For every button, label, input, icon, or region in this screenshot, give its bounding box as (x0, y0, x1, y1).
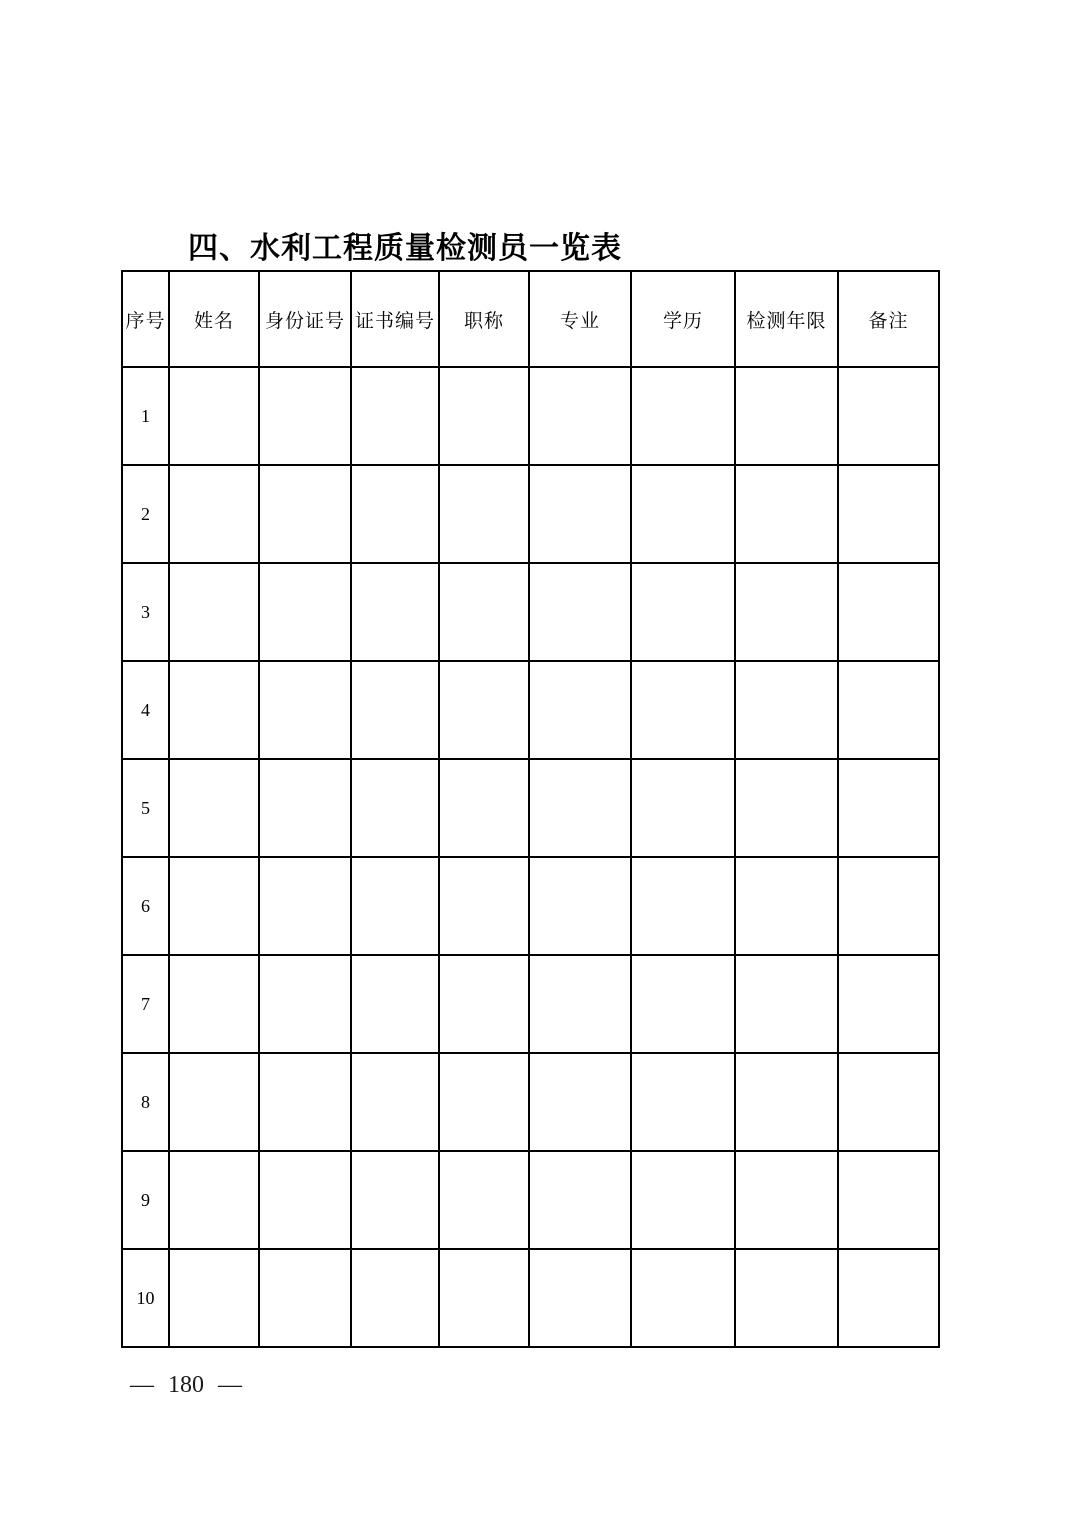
table-cell (838, 661, 939, 759)
table-cell (439, 465, 529, 563)
table-cell (529, 367, 631, 465)
table-cell (735, 1249, 838, 1347)
table-cell (169, 1053, 259, 1151)
table-cell (351, 465, 439, 563)
header-cell-name: 姓名 (169, 271, 259, 367)
table-cell (735, 661, 838, 759)
inspector-roster-table (121, 270, 940, 1348)
table-cell (631, 367, 735, 465)
row-number-cell: 7 (122, 955, 169, 1053)
table-cell (631, 1249, 735, 1347)
row-number-cell: 6 (122, 857, 169, 955)
table-cell (529, 1249, 631, 1347)
table-cell (351, 563, 439, 661)
table-cell (529, 465, 631, 563)
table-cell (838, 367, 939, 465)
table-cell (259, 857, 351, 955)
table-cell (439, 857, 529, 955)
header-cell-id-number: 身份证号 (259, 271, 351, 367)
table-cell (529, 1151, 631, 1249)
table-cell (838, 1151, 939, 1249)
table-cell (169, 661, 259, 759)
table-cell (351, 955, 439, 1053)
row-number-cell: 9 (122, 1151, 169, 1249)
table-cell (169, 465, 259, 563)
table-cell (529, 759, 631, 857)
table-row (122, 857, 939, 955)
table-cell (169, 367, 259, 465)
table-cell (439, 661, 529, 759)
table-cell (631, 759, 735, 857)
table-cell (439, 955, 529, 1053)
table-cell (631, 1151, 735, 1249)
table-cell (735, 1053, 838, 1151)
table-cell (529, 563, 631, 661)
table-cell (735, 367, 838, 465)
header-cell-title: 职称 (439, 271, 529, 367)
table-cell (169, 857, 259, 955)
row-number-cell: 3 (122, 563, 169, 661)
table-cell (351, 759, 439, 857)
row-number-cell: 2 (122, 465, 169, 563)
row-number-cell: 4 (122, 661, 169, 759)
table-row (122, 759, 939, 857)
header-cell-education: 学历 (631, 271, 735, 367)
table-cell (351, 857, 439, 955)
table-cell (259, 367, 351, 465)
page-number: — 180 — (130, 1372, 242, 1398)
table-cell (439, 1151, 529, 1249)
table-cell (735, 857, 838, 955)
table-cell (529, 857, 631, 955)
table-cell (351, 661, 439, 759)
row-number-cell: 5 (122, 759, 169, 857)
table-cell (838, 857, 939, 955)
table-row (122, 1053, 939, 1151)
table-cell (838, 955, 939, 1053)
table-body (122, 367, 939, 1347)
table-cell (259, 661, 351, 759)
table-cell (169, 1249, 259, 1347)
table-cell (259, 563, 351, 661)
table-cell (838, 1053, 939, 1151)
table-cell (735, 465, 838, 563)
table-cell (735, 955, 838, 1053)
table-cell (169, 1151, 259, 1249)
table-cell (838, 759, 939, 857)
table-row (122, 563, 939, 661)
table-cell (529, 955, 631, 1053)
header-cell-major: 专业 (529, 271, 631, 367)
table-row (122, 1249, 939, 1347)
page-title: 四、水利工程质量检测员一览表 (188, 232, 622, 265)
table-cell (351, 367, 439, 465)
header-cell-index: 序号 (122, 271, 169, 367)
row-number-cell: 10 (122, 1249, 169, 1347)
table-cell (169, 955, 259, 1053)
table-row (122, 1151, 939, 1249)
table-cell (169, 759, 259, 857)
table-cell (631, 465, 735, 563)
table-cell (838, 563, 939, 661)
table-cell (631, 661, 735, 759)
table-cell (838, 1249, 939, 1347)
table-cell (631, 857, 735, 955)
table-header-row (122, 271, 939, 367)
table-row (122, 465, 939, 563)
header-cell-remarks: 备注 (838, 271, 939, 367)
table-row (122, 955, 939, 1053)
table-cell (439, 759, 529, 857)
table-cell (351, 1151, 439, 1249)
table-cell (631, 563, 735, 661)
table-cell (351, 1249, 439, 1347)
table-cell (259, 759, 351, 857)
table-cell (259, 955, 351, 1053)
table-cell (259, 465, 351, 563)
table-cell (351, 1053, 439, 1151)
table-cell (631, 955, 735, 1053)
header-cell-years: 检测年限 (735, 271, 838, 367)
table-row (122, 661, 939, 759)
table-row (122, 367, 939, 465)
row-number-cell: 8 (122, 1053, 169, 1151)
table-cell (439, 367, 529, 465)
header-cell-cert-number: 证书编号 (351, 271, 439, 367)
table-cell (439, 563, 529, 661)
table-cell (169, 563, 259, 661)
table-cell (259, 1249, 351, 1347)
table-cell (259, 1151, 351, 1249)
row-number-cell: 1 (122, 367, 169, 465)
table-cell (838, 465, 939, 563)
table-cell (259, 1053, 351, 1151)
table-cell (735, 759, 838, 857)
table-cell (631, 1053, 735, 1151)
table-cell (735, 563, 838, 661)
table-cell (735, 1151, 838, 1249)
table-cell (439, 1249, 529, 1347)
table-cell (439, 1053, 529, 1151)
table-cell (529, 1053, 631, 1151)
table-cell (529, 661, 631, 759)
